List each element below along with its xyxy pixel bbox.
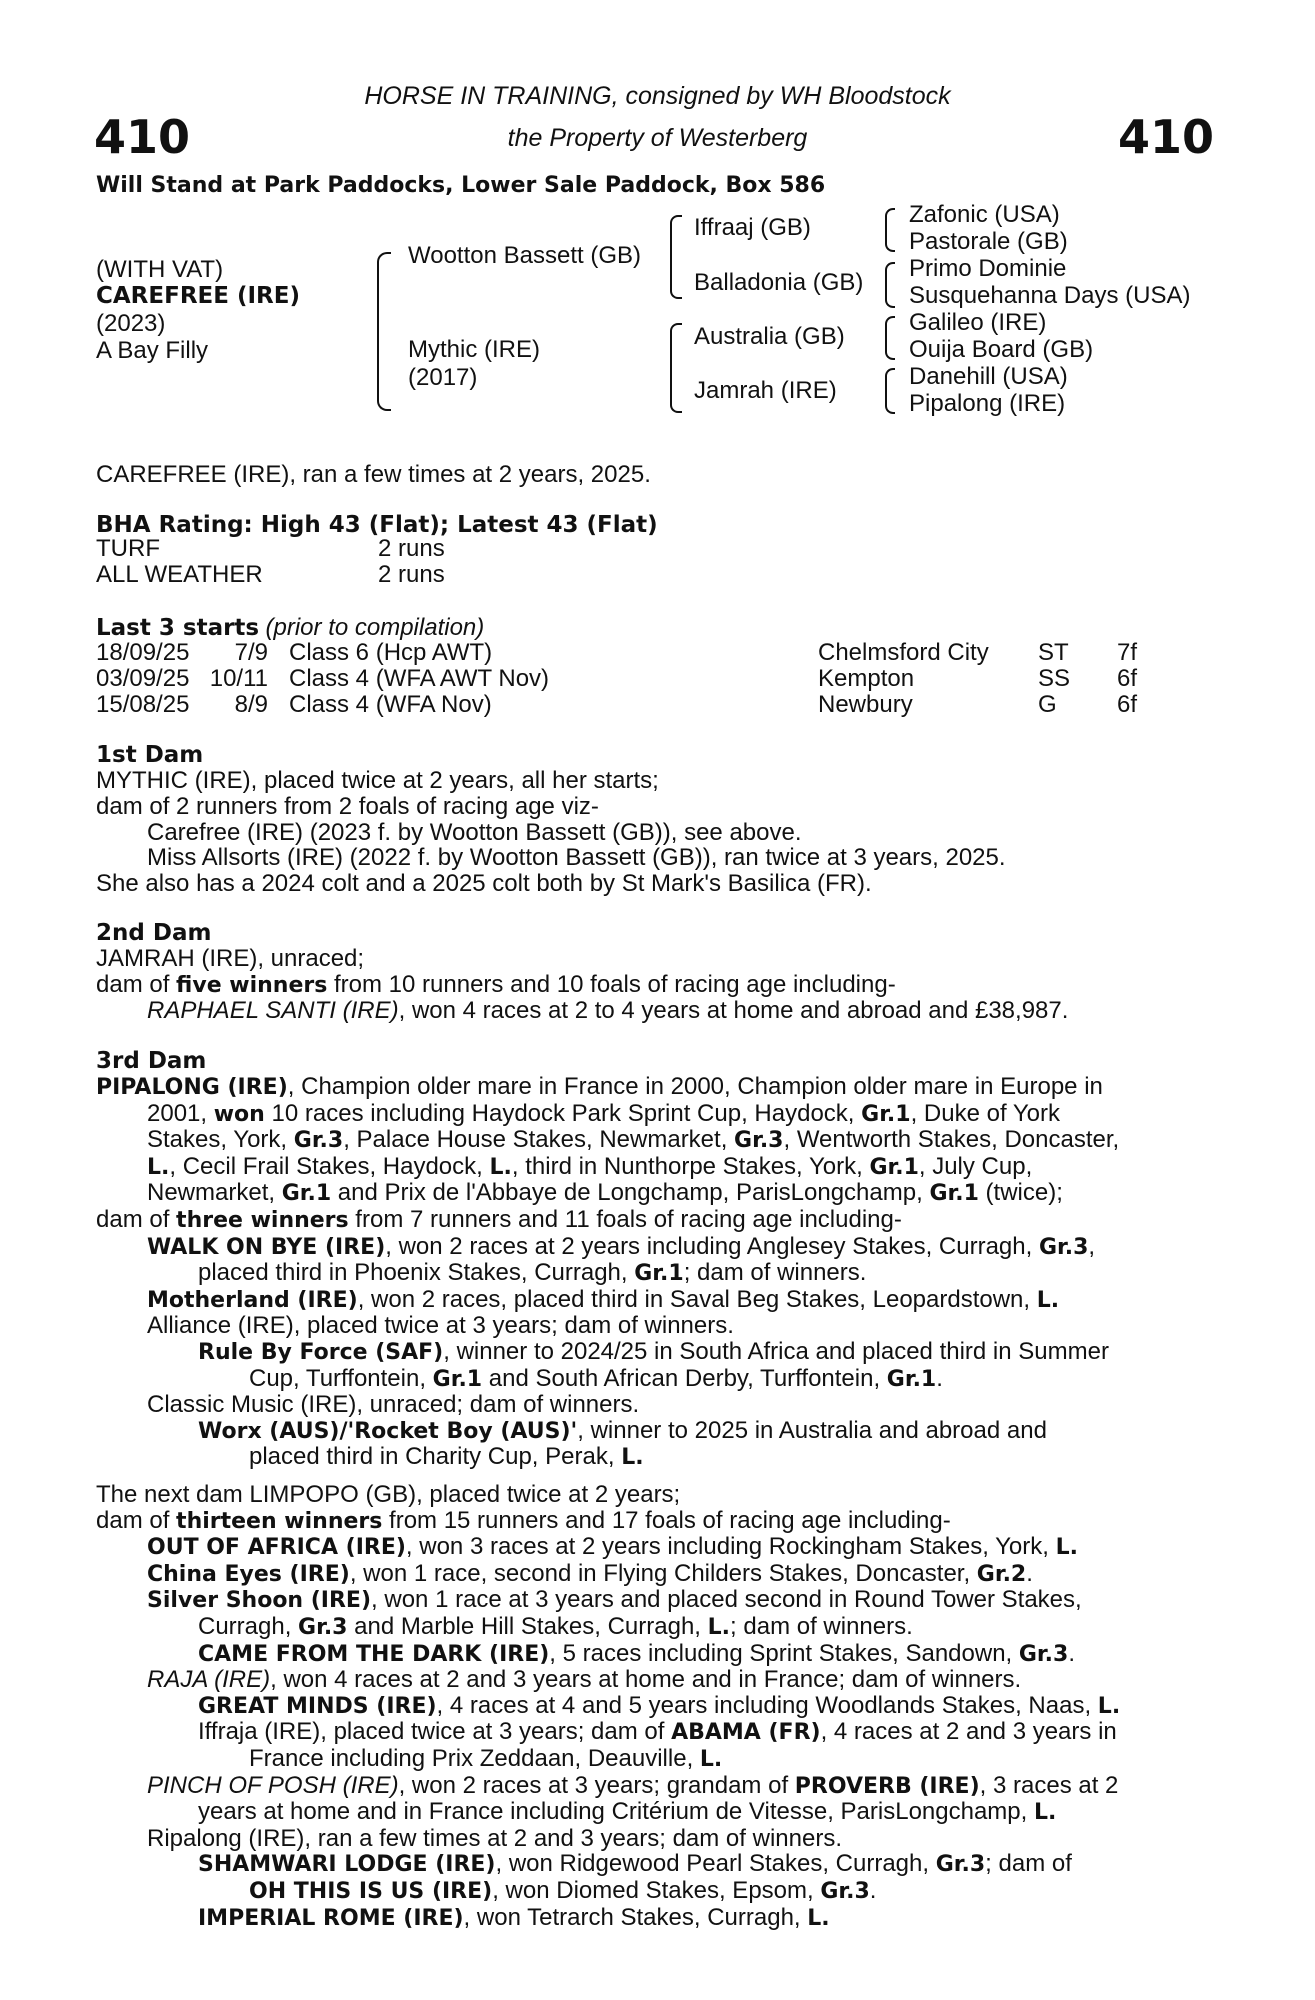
pedigree-dam-dam: Jamrah (IRE) (694, 377, 837, 404)
starts-heading: Last 3 starts (96, 615, 260, 641)
dam2-line2: dam of five winners from 10 runners and 10 foals of racing age including- (96, 971, 896, 998)
dam1-heading: 1st Dam (96, 742, 204, 768)
dam2-line1: JAMRAH (IRE), unraced; (96, 945, 365, 972)
start-2-pos: 10/11 (209, 665, 268, 692)
pedigree-dam-year: (2017) (408, 364, 478, 391)
pedigree-bracket-sd (885, 262, 895, 308)
starts-heading-row (96, 614, 484, 642)
start-3-going: G (1038, 691, 1057, 718)
start-1-race: Class 6 (Hcp AWT) (289, 639, 493, 666)
rating-turf-runs: 2 runs (378, 535, 445, 562)
horse-name: CAREFREE (IRE) (96, 283, 300, 309)
walk-on-bye-line1: WALK ON BYE (IRE), won 2 races at 2 years including Anglesey Stakes, Curragh, Gr.3, (147, 1232, 1096, 1260)
pedigree-dam-sire: Australia (GB) (694, 323, 845, 350)
ripalong-line: Ripalong (IRE), ran a few times at 2 and 3 years; dam of winners. (147, 1824, 842, 1852)
pinch-of-posh-line1: PINCH OF POSH (IRE), won 2 races at 3 years; grandam of PROVERB (IRE), 3 races at 2 (147, 1771, 1119, 1799)
dam1-line2: dam of 2 runners from 2 foals of racing age viz- (96, 793, 599, 820)
rating-heading: BHA Rating: High 43 (Flat); Latest 43 (Flat) (96, 512, 658, 538)
silver-shoon-line1: Silver Shoon (IRE), won 1 race at 3 years and placed second in Round Tower Stakes, (147, 1586, 1082, 1614)
pipalong-line3: Stakes, York, Gr.3, Palace House Stakes, Newmarket, Gr.3, Wentworth Stakes, Doncaster, (147, 1126, 1120, 1154)
start-1-pos: 7/9 (234, 639, 268, 666)
rating-aw-label: ALL WEATHER (96, 561, 263, 588)
pedigree-dds: Danehill (USA) (909, 363, 1068, 390)
start-1-course: Chelmsford City (818, 639, 989, 666)
start-3-date: 15/08/25 (96, 691, 190, 718)
horse-description: A Bay Filly (96, 337, 209, 364)
rating-aw-runs: 2 runs (378, 561, 445, 588)
start-3-race: Class 4 (WFA Nov) (289, 691, 492, 718)
start-2-course: Kempton (818, 665, 915, 692)
classic-music-line: Classic Music (IRE), unraced; dam of winners. (147, 1391, 640, 1419)
pipalong-line5: Newmarket, Gr.1 and Prix de l'Abbaye de Longchamp, ParisLongchamp, Gr.1 (twice); (147, 1179, 1063, 1207)
rule-by-force-line2: Cup, Turffontein, Gr.1 and South African Derby, Turffontein, Gr.1. (249, 1364, 943, 1392)
imperial-rome-line: IMPERIAL ROME (IRE), won Tetrarch Stakes, Curragh, L. (198, 1903, 830, 1931)
pinch-of-posh-line2: years at home and in France including Critérium de Vitesse, ParisLongchamp, L. (198, 1798, 1057, 1826)
pedigree-sds: Primo Dominie (909, 255, 1067, 282)
shamwari-lodge-line: SHAMWARI LODGE (IRE), won Ridgewood Pearl Stakes, Curragh, Gr.3; dam of (198, 1850, 1072, 1878)
start-1-going: ST (1038, 639, 1069, 666)
horse-year: (2023) (96, 310, 166, 337)
pedigree-ssd: Pastorale (GB) (909, 228, 1068, 255)
walk-on-bye-line2: placed third in Phoenix Stakes, Curragh, Gr.1; dam of winners. (198, 1259, 867, 1287)
raja-line: RAJA (IRE), won 4 races at 2 and 3 years at home and in France; dam of winners. (147, 1666, 1022, 1694)
race-summary: CAREFREE (IRE), ran a few times at 2 years, 2025. (96, 461, 651, 488)
pedigree-bracket-main (377, 252, 391, 411)
start-2-distance: 6f (1117, 665, 1138, 692)
dam1-produce-2: Miss Allsorts (IRE) (2022 f. by Wootton Bassett (GB)), ran twice at 3 years, 2025. (147, 844, 1006, 871)
start-1-distance: 7f (1117, 639, 1138, 666)
pedigree-bracket-ds (885, 316, 895, 360)
pedigree-dam: Mythic (IRE) (408, 336, 540, 363)
dam1-line1: MYTHIC (IRE), placed twice at 2 years, all her starts; (96, 767, 659, 794)
alliance-line: Alliance (IRE), placed twice at 3 years; dam of winners. (147, 1312, 734, 1340)
next-dam-line2: dam of thirteen winners from 15 runners and 17 foals of racing age including- (96, 1506, 951, 1534)
next-dam-line1: The next dam LIMPOPO (GB), placed twice at 2 years; (96, 1481, 681, 1508)
silver-shoon-line2: Curragh, Gr.3 and Marble Hill Stakes, Curragh, L.; dam of winners. (198, 1612, 913, 1640)
location-line: Will Stand at Park Paddocks, Lower Sale Paddock, Box 586 (96, 173, 826, 198)
next-dam-block (96, 1482, 1202, 1931)
pipalong-line4: L., Cecil Frail Stakes, Haydock, L., third in Nunthorpe Stakes, York, Gr.1, July Cup, (147, 1152, 1033, 1180)
dam2-heading: 2nd Dam (96, 920, 212, 946)
pedigree-sire-sire: Iffraaj (GB) (694, 214, 811, 241)
pedigree-bracket-sire (670, 215, 682, 299)
came-from-the-dark-line: CAME FROM THE DARK (IRE), 5 races including Sprint Stakes, Sandown, Gr.3. (198, 1639, 1075, 1667)
start-3-distance: 6f (1117, 691, 1138, 718)
header-property: the Property of Westerberg (507, 124, 808, 152)
start-2-race: Class 4 (WFA AWT Nov) (289, 665, 550, 692)
start-2-date: 03/09/25 (96, 665, 190, 692)
pedigree-sdd: Susquehanna Days (USA) (909, 282, 1191, 309)
rating-turf-label: TURF (96, 535, 160, 562)
out-of-africa-line: OUT OF AFRICA (IRE), won 3 races at 2 years including Rockingham Stakes, York, L. (147, 1533, 1078, 1561)
china-eyes-line: China Eyes (IRE), won 1 race, second in Flying Childers Stakes, Doncaster, Gr.2. (147, 1559, 1033, 1587)
pipalong-dam-of: dam of three winners from 7 runners and 11 foals of racing age including- (96, 1205, 902, 1233)
dam1-produce-1: Carefree (IRE) (2023 f. by Wootton Bassett (GB)), see above. (147, 819, 802, 846)
pedigree-ddd: Pipalong (IRE) (909, 390, 1066, 417)
start-2-going: SS (1038, 665, 1071, 692)
start-3-pos: 8/9 (234, 691, 268, 718)
pedigree-bracket-dam (670, 323, 682, 413)
vat-note: (WITH VAT) (96, 256, 224, 283)
pedigree-bracket-ss (885, 208, 895, 252)
pipalong-line1: PIPALONG (IRE), Champion older mare in France in 2000, Champion older mare in Europe in (96, 1073, 1103, 1100)
pedigree-dsd: Ouija Board (GB) (909, 336, 1094, 363)
pedigree-dss: Galileo (IRE) (909, 309, 1047, 336)
lot-number-left: 410 (94, 110, 191, 164)
pedigree-sire: Wootton Bassett (GB) (408, 242, 641, 269)
worx-line1: Worx (AUS)/'Rocket Boy (AUS)', winner to 2025 in Australia and abroad and (198, 1416, 1047, 1444)
dam3-heading: 3rd Dam (96, 1048, 207, 1074)
dam2-winner: RAPHAEL SANTI (IRE), won 4 races at 2 to 4 years at home and abroad and £38,987. (147, 997, 1069, 1024)
lot-number-right: 410 (1118, 110, 1215, 164)
start-3-course: Newbury (818, 691, 913, 718)
dam1-line5: She also has a 2024 colt and a 2025 colt both by St Mark's Basilica (FR). (96, 870, 872, 897)
start-1-date: 18/09/25 (96, 639, 190, 666)
pipalong-line2: 2001, won 10 races including Haydock Park Sprint Cup, Haydock, Gr.1, Duke of York (147, 1099, 1061, 1127)
pedigree-bracket-dd (885, 368, 895, 414)
iffraja-line1: Iffraja (IRE), placed twice at 3 years; dam of ABAMA (FR), 4 races at 2 and 3 years in (198, 1718, 1117, 1746)
motherland-line: Motherland (IRE), won 2 races, placed third in Saval Beg Stakes, Leopardstown, L. (147, 1285, 1060, 1313)
starts-note: (prior to compilation) (265, 614, 485, 641)
pedigree-sire-dam: Balladonia (GB) (694, 269, 864, 296)
pedigree-sss: Zafonic (USA) (909, 201, 1060, 228)
worx-line2: placed third in Charity Cup, Perak, L. (249, 1443, 644, 1471)
dam3-pipalong-block (96, 1074, 1202, 1471)
iffraja-line2: France including Prix Zeddaan, Deauville, L. (249, 1744, 723, 1772)
header-consignor: HORSE IN TRAINING, consigned by WH Bloodstock (364, 82, 951, 110)
rule-by-force-line1: Rule By Force (SAF), winner to 2024/25 in South Africa and placed third in Summer (198, 1337, 1109, 1365)
great-minds-line: GREAT MINDS (IRE), 4 races at 4 and 5 years including Woodlands Stakes, Naas, L. (198, 1691, 1121, 1719)
oh-this-is-us-line: OH THIS IS US (IRE), won Diomed Stakes, Epsom, Gr.3. (249, 1876, 877, 1904)
